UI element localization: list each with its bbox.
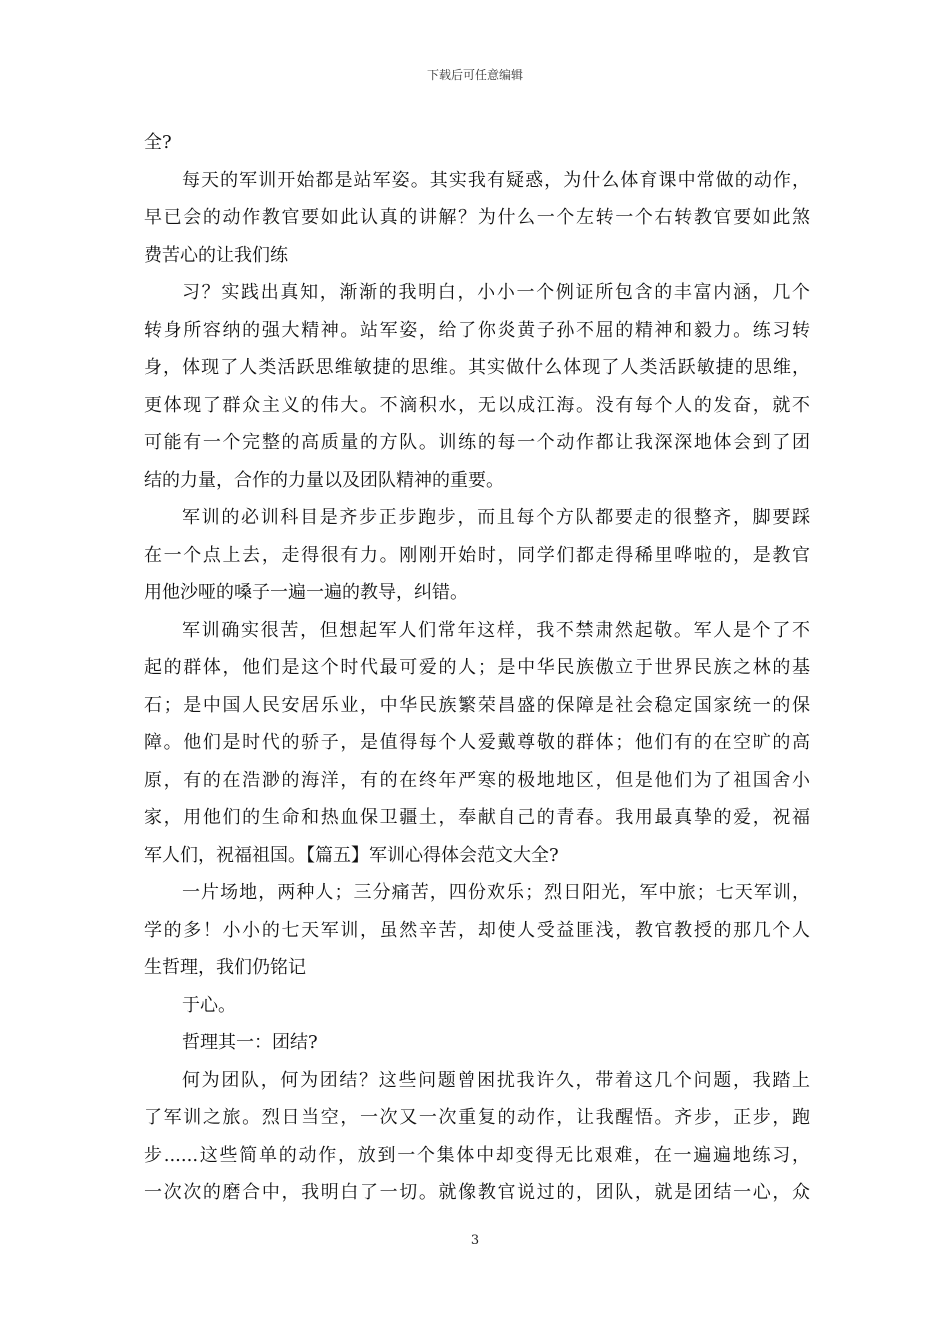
text-line: 学的多！小小的七天军训，虽然辛苦，却使人受益匪浅，教官教授的那几个人 xyxy=(144,919,810,941)
text-line: 早已会的动作教官要如此认真的讲解？为什么一个左转一个右转教官要如此煞 xyxy=(144,207,810,228)
text-line: 转身所容纳的强大精神。站军姿，给了你炎黄子孙不屈的精神和毅力。练习转 xyxy=(144,319,810,341)
text-line: 家，用他们的生命和热血保卫疆土，奉献自己的青春。我用最真挚的爱，祝福 xyxy=(144,807,810,828)
text-line: 原，有的在浩渺的海洋，有的在终年严寒的极地地区，但是他们为了祖国舍小 xyxy=(144,769,810,791)
text-line: 身，体现了人类活跃思维敏捷的思维。其实做什么体现了人类活跃敏捷的思维， xyxy=(144,357,810,378)
text-line: 用他沙哑的嗓子一遍一遍的教导，纠错。 xyxy=(144,582,468,603)
text-line: 步......这些简单的动作，放到一个集体中却变得无比艰难，在一遍遍地练习， xyxy=(144,1144,810,1166)
text-line: 军训的必训科目是齐步正步跑步，而且每个方队都要走的很整齐，脚要踩 xyxy=(182,507,810,528)
text-line: 石；是中国人民安居乐业，中华民族繁荣昌盛的保障是社会稳定国家统一的保 xyxy=(144,694,810,716)
text-line: 可能有一个完整的高质量的方队。训练的每一个动作都让我深深地体会到了团 xyxy=(144,432,810,453)
text-line: 每天的军训开始都是站军姿。其实我有疑惑，为什么体育课中常做的动作， xyxy=(182,169,810,191)
text-line: 起的群体，他们是这个时代最可爱的人；是中华民族傲立于世界民族之林的基 xyxy=(144,657,810,678)
text-line: 一次次的磨合中，我明白了一切。就像教官说过的，团队，就是团结一心，众 xyxy=(144,1182,810,1203)
text-line: 更体现了群众主义的伟大。不滴积水，无以成江海。没有每个人的发奋，就不 xyxy=(144,394,810,416)
text-line: 全? xyxy=(144,132,172,153)
text-line: 何为团队，何为团结？这些问题曾困扰我许久，带着这几个问题，我踏上 xyxy=(182,1069,810,1091)
text-line: 于心。 xyxy=(182,994,236,1016)
text-line: 哲理其一：团结? xyxy=(182,1032,318,1053)
text-line: 结的力量，合作的力量以及团队精神的重要。 xyxy=(144,469,504,491)
text-line: 军人们，祝福祖国。【篇五】军训心得体会范文大全? xyxy=(144,844,559,866)
document-body xyxy=(144,124,810,1212)
page-header: 下载后可任意编辑 xyxy=(426,68,523,82)
text-line: 了军训之旅。烈日当空，一次又一次重复的动作，让我醒悟。齐步，正步，跑 xyxy=(144,1107,810,1128)
page-number: 3 xyxy=(470,1233,480,1248)
text-line: 障。他们是时代的骄子，是值得每个人爱戴尊敬的群体；他们有的在空旷的高 xyxy=(144,732,810,753)
text-line: 在一个点上去，走得很有力。刚刚开始时，同学们都走得稀里哗啦的，是教官 xyxy=(144,544,810,566)
text-line: 生哲理，我们仍铭记 xyxy=(144,957,306,978)
text-line: 一片场地，两种人；三分痛苦，四份欢乐；烈日阳光，军中旅；七天军训， xyxy=(182,882,810,903)
text-line: 费苦心的让我们练 xyxy=(144,244,288,266)
text-line: 习？实践出真知，渐渐的我明白，小小一个例证所包含的丰富内涵，几个 xyxy=(182,282,810,303)
text-line: 军训确实很苦，但想起军人们常年这样，我不禁肃然起敬。军人是个了不 xyxy=(182,619,810,641)
